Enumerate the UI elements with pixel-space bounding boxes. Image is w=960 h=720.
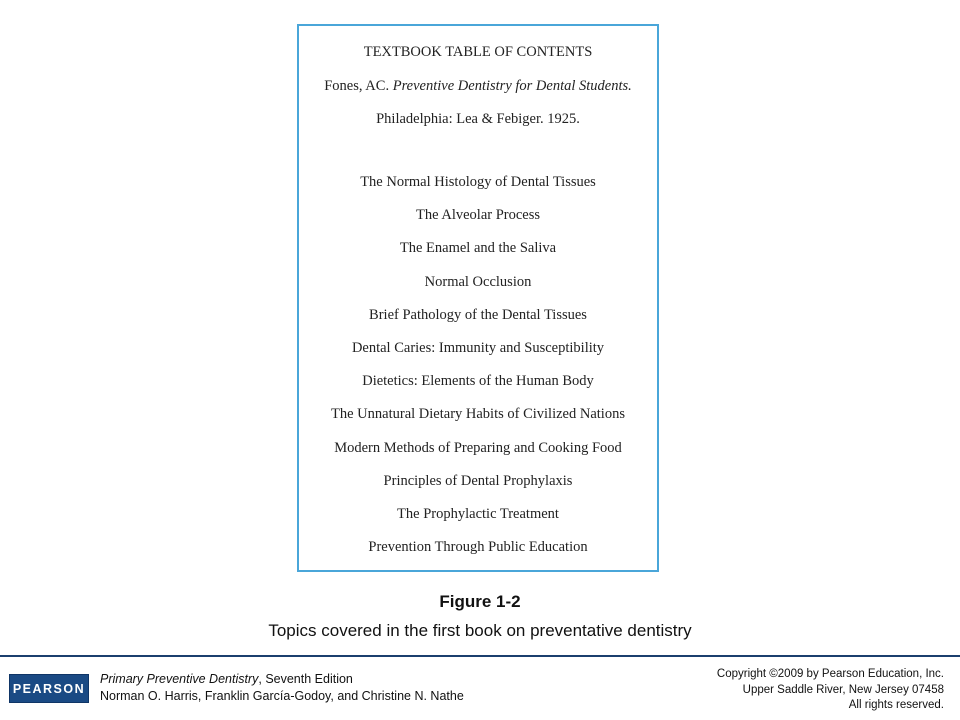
footer-book-info	[100, 671, 464, 705]
footer-book-title-line	[100, 671, 464, 688]
toc-chapter: Dietetics: Elements of the Human Body	[362, 373, 594, 390]
toc-heading: TEXTBOOK TABLE OF CONTENTS	[363, 44, 593, 60]
toc-chapter: The Alveolar Process	[415, 207, 541, 224]
toc-citation	[299, 78, 657, 95]
toc-publisher: Philadelphia: Lea & Febiger. 1925.	[376, 111, 580, 127]
figure-caption: Topics covered in the first book on preventative dentistry	[268, 621, 692, 640]
toc-chapter: The Unnatural Dietary Habits of Civilized Nations	[331, 406, 625, 423]
footer-address-line: Upper Saddle River, New Jersey 07458	[742, 683, 944, 696]
toc-chapter: The Enamel and the Saliva	[399, 240, 557, 257]
toc-chapter: Dental Caries: Immunity and Susceptibility	[351, 339, 605, 356]
toc-chapter: Normal Occlusion	[424, 273, 532, 290]
toc-chapter: Brief Pathology of the Dental Tissues	[369, 306, 587, 323]
footer-book-title: Primary Preventive Dentistry	[100, 672, 259, 686]
footer-rights-line: All rights reserved.	[848, 699, 944, 711]
footer-copyright	[717, 667, 944, 714]
toc-chapter: Modern Methods of Preparing and Cooking Food	[334, 439, 622, 456]
table-of-contents-figure	[297, 24, 659, 572]
figure-label: Figure 1-2	[439, 592, 521, 611]
toc-citation-title: Preventive Dentistry for Dental Students.	[392, 78, 632, 94]
toc-chapter-list	[299, 172, 657, 570]
toc-chapter: Principles of Dental Prophylaxis	[383, 472, 573, 489]
toc-chapter: Prevention Through Public Education	[368, 539, 588, 556]
footer-copyright-line: Copyright ©2009 by Pearson Education, Inc.	[716, 668, 944, 680]
toc-citation-author: Fones, AC.	[324, 78, 393, 94]
footer-edition: , Seventh Edition	[258, 672, 353, 686]
pearson-logo-text: PEARSON	[12, 681, 86, 696]
pearson-logo	[9, 674, 89, 703]
toc-chapter: The Normal Histology of Dental Tissues	[360, 174, 596, 190]
footer-divider	[0, 655, 960, 657]
footer-authors: Norman O. Harris, Franklin García-Godoy, and Christine N. Nathe	[100, 689, 464, 703]
toc-chapter: The Prophylactic Treatment	[397, 505, 559, 522]
